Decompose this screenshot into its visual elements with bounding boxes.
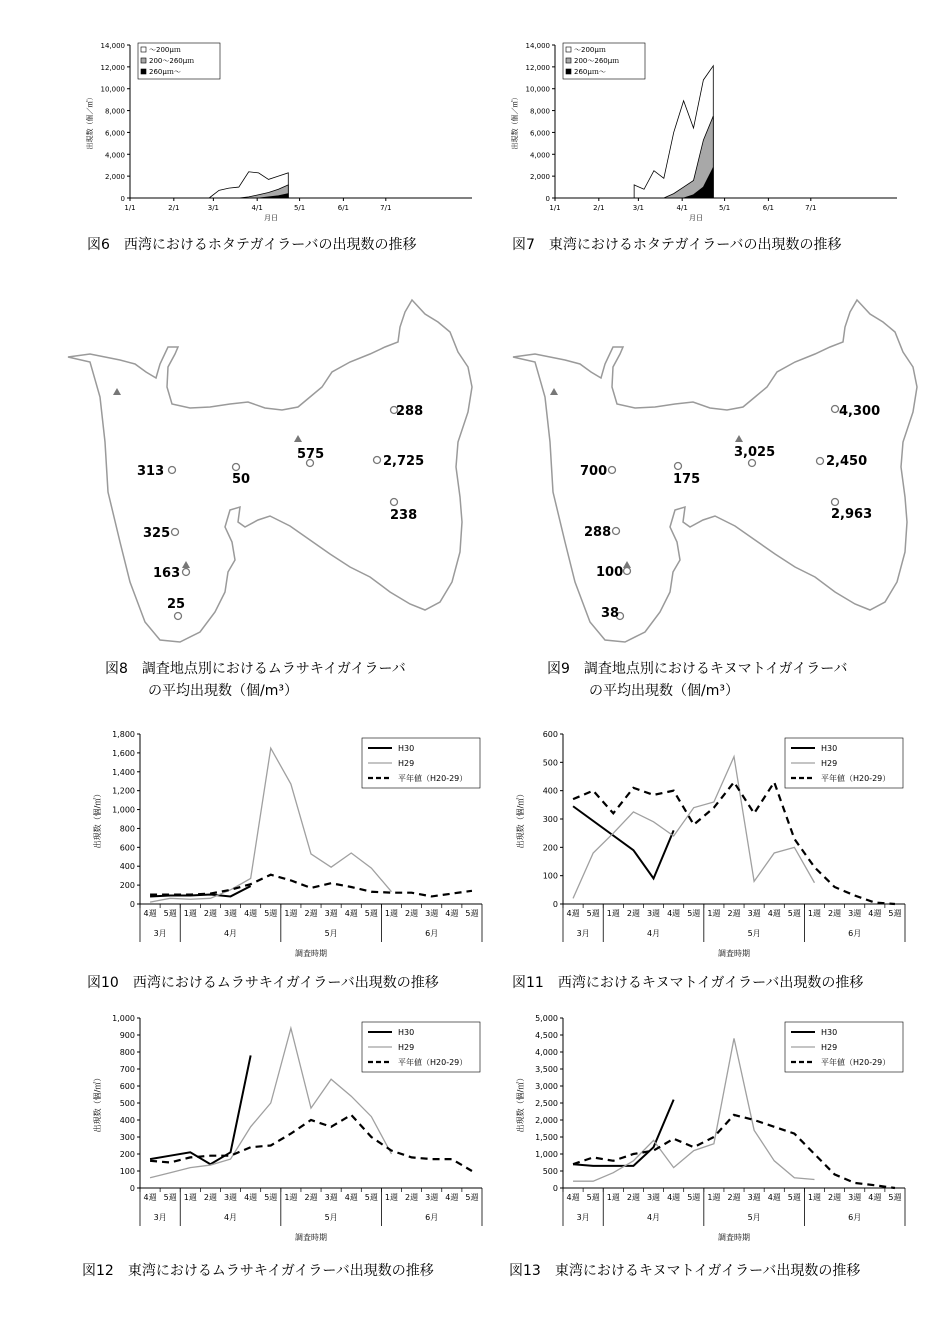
y-axis-label: 出現数（個/㎥） (93, 789, 102, 849)
landmark-triangle-icon (550, 388, 558, 395)
y-tick-label: 300 (119, 1133, 135, 1142)
legend-swatch (566, 69, 571, 74)
week-label: 1週 (707, 1193, 721, 1202)
fig12-panel (82, 1008, 492, 1254)
y-tick-label: 8,000 (104, 107, 125, 116)
month-label: 6月 (848, 1213, 862, 1222)
week-label: 4週 (445, 909, 459, 918)
fig9-map-svg (505, 292, 925, 652)
week-label: 1週 (807, 1193, 822, 1202)
station-marker (613, 528, 620, 535)
legend-label: 260μｍ～ (574, 68, 606, 76)
y-axis-label: 出現数（個／㎥） (86, 93, 94, 150)
week-label: 1週 (384, 909, 399, 918)
series-line-3 (573, 1115, 895, 1188)
x-tick-label: 4/1 (251, 204, 263, 212)
week-label: 3週 (223, 1193, 238, 1202)
week-label: 4週 (143, 909, 157, 918)
y-tick-label: 500 (542, 758, 558, 768)
x-tick-label: 2/1 (593, 204, 605, 212)
week-label: 2週 (203, 1193, 217, 1202)
month-label: 4月 (223, 929, 238, 938)
landmark-triangle-icon (113, 388, 121, 395)
week-label: 4週 (143, 1193, 157, 1202)
legend-label: H29 (821, 1043, 838, 1052)
x-axis-label: 調査時期 (295, 949, 327, 958)
week-label: 3週 (425, 1193, 439, 1202)
fig11-panel (505, 724, 915, 970)
week-label: 4週 (344, 909, 358, 918)
y-tick-label: 600 (119, 1082, 135, 1091)
station-value: 238 (390, 508, 418, 523)
landmark-triangle-icon (182, 561, 190, 568)
station-value: 2,450 (826, 454, 868, 469)
y-tick-label: 500 (542, 1167, 558, 1176)
legend-swatch (566, 47, 571, 52)
week-label: 1週 (183, 909, 197, 918)
fig9-caption-line1: 図9 調査地点別におけるキヌマトイガイラーバ (547, 661, 848, 677)
fig6-panel (80, 30, 480, 230)
fig11-chart (505, 724, 915, 970)
y-tick-label: 200 (119, 881, 135, 891)
series-line-3 (573, 782, 895, 904)
week-label: 4週 (566, 909, 580, 918)
y-tick-label: 4,000 (535, 1048, 558, 1057)
fig13-caption: 図13 東湾におけるキヌマトイガイラーバ出現数の推移 (509, 1263, 861, 1279)
month-label: 4月 (646, 929, 661, 938)
fig12-caption: 図12 東湾におけるムラサキイガイラーバ出現数の推移 (82, 1263, 434, 1279)
station-value: 163 (153, 566, 181, 581)
legend-label: H29 (821, 759, 838, 768)
month-label: 4月 (646, 1213, 661, 1222)
y-tick-label: 800 (119, 824, 135, 834)
station-marker (169, 467, 176, 474)
month-label: 3月 (153, 1213, 167, 1222)
station-value: 38 (601, 606, 620, 621)
series-line-2 (573, 757, 814, 899)
y-tick-label: 1,000 (535, 1150, 558, 1159)
fig9-caption-line2: の平均出現数（個/m³） (589, 683, 739, 699)
y-tick-label: 3,500 (535, 1065, 558, 1074)
station-marker (609, 467, 616, 474)
fig7-caption: 図7 東湾におけるホタテガイラーバの出現数の推移 (512, 237, 842, 253)
y-tick-label: 1,600 (112, 748, 135, 758)
fig10-chart (82, 724, 492, 970)
y-tick-label: 2,500 (535, 1099, 558, 1108)
station-marker (817, 458, 824, 465)
month-label: 5月 (324, 1213, 338, 1222)
y-tick-label: 0 (120, 195, 125, 203)
fig6-chart (80, 30, 480, 230)
y-tick-label: 400 (119, 862, 135, 872)
fig9-map (505, 292, 925, 652)
legend-swatch (141, 69, 146, 74)
y-tick-label: 4,000 (529, 151, 550, 160)
week-label: 4週 (344, 1193, 358, 1202)
series-line-2 (150, 748, 391, 902)
week-label: 3週 (646, 1193, 661, 1202)
fig12-chart (82, 1008, 492, 1254)
week-label: 2週 (203, 909, 217, 918)
fig13-chart (505, 1008, 915, 1254)
series-line-1 (573, 1100, 674, 1166)
series-line-3 (150, 875, 472, 897)
fig13-panel (505, 1008, 915, 1254)
station-marker (374, 457, 381, 464)
week-label: 4週 (566, 1193, 580, 1202)
y-tick-label: 10,000 (100, 85, 125, 94)
week-label: 2週 (727, 1193, 741, 1202)
y-tick-label: 600 (119, 843, 135, 853)
y-axis-label: 出現数（個/㎥） (516, 789, 525, 849)
week-label: 5週 (364, 909, 378, 918)
series-line-1 (573, 806, 674, 878)
y-tick-label: 1,000 (112, 805, 135, 815)
y-tick-label: 14,000 (100, 42, 125, 50)
station-marker (675, 463, 682, 470)
coastline (513, 300, 917, 642)
y-tick-label: 6,000 (529, 129, 550, 138)
station-marker (749, 460, 756, 467)
week-label: 5週 (787, 909, 801, 918)
week-label: 3週 (848, 1193, 862, 1202)
y-tick-label: 12,000 (525, 63, 550, 72)
station-value: 288 (396, 404, 424, 419)
y-tick-label: 0 (552, 1184, 558, 1193)
week-label: 1週 (183, 1193, 197, 1202)
week-label: 5週 (163, 1193, 177, 1202)
week-label: 1週 (807, 909, 822, 918)
y-tick-label: 400 (542, 786, 558, 796)
legend-label: 平年値（H20-29） (398, 1058, 468, 1067)
legend-label: H30 (398, 1028, 415, 1037)
station-marker (832, 406, 839, 413)
y-tick-label: 100 (119, 1167, 135, 1176)
week-label: 5週 (364, 1193, 378, 1202)
week-label: 2週 (304, 909, 318, 918)
landmark-triangle-icon (735, 435, 743, 442)
x-tick-label: 5/1 (293, 204, 306, 212)
week-label: 5週 (787, 1193, 801, 1202)
y-tick-label: 1,400 (112, 767, 135, 777)
month-label: 4月 (223, 1213, 238, 1222)
station-value: 313 (137, 464, 165, 479)
y-tick-label: 1,500 (535, 1133, 558, 1142)
week-label: 4週 (667, 909, 681, 918)
week-label: 2週 (626, 909, 640, 918)
station-value: 288 (584, 525, 612, 540)
x-axis-label: 調査時期 (295, 1233, 327, 1242)
y-axis-label: 出現数（個／㎥） (511, 93, 519, 150)
week-label: 5週 (888, 1193, 902, 1202)
series-line-1 (150, 1055, 251, 1164)
x-axis-label: 月日 (689, 214, 703, 222)
y-tick-label: 5,000 (535, 1014, 558, 1023)
y-tick-label: 10,000 (525, 85, 550, 94)
week-label: 1週 (707, 909, 721, 918)
y-tick-label: 0 (129, 900, 135, 909)
y-axis-label: 出現数（個/㎥） (516, 1073, 525, 1133)
x-tick-label: 7/1 (380, 204, 392, 212)
station-value: 175 (673, 472, 701, 487)
week-label: 2週 (304, 1193, 318, 1202)
month-label: 5月 (324, 929, 338, 938)
legend-label: ～200μｍ (574, 46, 606, 54)
fig10-panel (82, 724, 492, 970)
week-label: 3週 (646, 909, 661, 918)
week-label: 5週 (687, 909, 701, 918)
week-label: 4週 (244, 1193, 258, 1202)
legend-label: 平年値（H20-29） (398, 774, 468, 783)
x-tick-label: 1/1 (124, 204, 136, 212)
week-label: 5週 (264, 909, 278, 918)
y-tick-label: 400 (119, 1116, 135, 1125)
legend-label: 平年値（H20-29） (821, 1058, 891, 1067)
y-tick-label: 0 (545, 195, 550, 203)
y-tick-label: 600 (542, 730, 558, 739)
x-tick-label: 1/1 (549, 204, 561, 212)
week-label: 3週 (324, 1193, 338, 1202)
station-marker (233, 464, 240, 471)
station-marker (172, 529, 179, 536)
week-label: 5週 (586, 909, 600, 918)
fig8-map-svg (60, 292, 480, 652)
y-tick-label: 2,000 (104, 173, 125, 182)
x-tick-label: 5/1 (718, 204, 731, 212)
y-tick-label: 200 (119, 1150, 135, 1159)
fig8-caption-line2: の平均出現数（個/m³） (148, 683, 298, 699)
y-tick-label: 700 (119, 1065, 135, 1074)
month-label: 3月 (576, 1213, 590, 1222)
station-value: 575 (297, 447, 325, 462)
fig7-panel (505, 30, 905, 230)
legend-swatch (141, 58, 146, 63)
week-label: 5週 (465, 1193, 479, 1202)
x-axis-label: 月日 (264, 214, 278, 222)
week-label: 1週 (606, 1193, 620, 1202)
station-value: 50 (232, 472, 251, 487)
fig6-caption: 図6 西湾におけるホタテガイラーバの出現数の推移 (87, 237, 417, 253)
week-label: 5週 (163, 909, 177, 918)
week-label: 3週 (747, 909, 761, 918)
coastline (68, 300, 472, 642)
legend-label: H30 (398, 744, 415, 753)
station-value: 700 (580, 464, 608, 479)
station-value: 2,963 (831, 507, 873, 522)
y-tick-label: 1,200 (112, 786, 135, 796)
y-tick-label: 0 (129, 1184, 135, 1193)
week-label: 4週 (445, 1193, 459, 1202)
station-marker (175, 613, 182, 620)
week-label: 1週 (606, 909, 620, 918)
fig8-caption-line1: 図8 調査地点別におけるムラサキイガイラーバ (105, 661, 406, 677)
x-tick-label: 3/1 (632, 204, 645, 212)
week-label: 5週 (586, 1193, 600, 1202)
station-marker (391, 499, 398, 506)
station-value: 2,725 (383, 454, 425, 469)
week-label: 5週 (465, 909, 479, 918)
y-tick-label: 2,000 (535, 1116, 558, 1125)
y-tick-label: 3,000 (535, 1082, 558, 1091)
x-axis-label: 調査時期 (718, 949, 750, 958)
week-label: 4週 (868, 909, 882, 918)
legend-label: ～200μｍ (149, 46, 181, 54)
week-label: 1週 (284, 1193, 298, 1202)
week-label: 1週 (284, 909, 298, 918)
series-line-2 (150, 1028, 391, 1178)
y-tick-label: 900 (119, 1031, 135, 1040)
week-label: 4週 (667, 1193, 681, 1202)
week-label: 1週 (384, 1193, 399, 1202)
month-label: 6月 (425, 1213, 439, 1222)
series-line-3 (150, 1115, 472, 1171)
x-tick-label: 7/1 (805, 204, 817, 212)
y-axis-label: 出現数（個/㎥） (93, 1073, 102, 1133)
week-label: 4週 (767, 909, 781, 918)
month-label: 5月 (747, 929, 761, 938)
y-tick-label: 1,800 (112, 730, 135, 739)
y-tick-label: 100 (542, 871, 558, 881)
y-tick-label: 1,000 (112, 1014, 135, 1023)
legend-label: 200～260μｍ (149, 57, 195, 65)
week-label: 3週 (848, 909, 862, 918)
week-label: 5週 (687, 1193, 701, 1202)
week-label: 2週 (405, 909, 419, 918)
legend-label: H30 (821, 1028, 838, 1037)
week-label: 3週 (324, 909, 338, 918)
landmark-triangle-icon (294, 435, 302, 442)
month-label: 6月 (425, 929, 439, 938)
y-tick-label: 12,000 (100, 63, 125, 72)
week-label: 2週 (626, 1193, 640, 1202)
month-label: 6月 (848, 929, 862, 938)
legend-swatch (141, 47, 146, 52)
week-label: 2週 (828, 1193, 842, 1202)
station-marker (624, 568, 631, 575)
fig7-chart (505, 30, 905, 230)
week-label: 3週 (223, 909, 238, 918)
x-axis-label: 調査時期 (718, 1233, 750, 1242)
legend-label: H29 (398, 759, 415, 768)
y-tick-label: 200 (542, 843, 558, 853)
legend-label: H29 (398, 1043, 415, 1052)
week-label: 2週 (828, 909, 842, 918)
week-label: 4週 (767, 1193, 781, 1202)
y-tick-label: 0 (552, 900, 558, 909)
y-tick-label: 14,000 (525, 42, 550, 50)
y-tick-label: 300 (542, 815, 558, 824)
week-label: 2週 (727, 909, 741, 918)
station-value: 3,025 (734, 445, 776, 460)
month-label: 3月 (153, 929, 167, 938)
legend-label: H30 (821, 744, 838, 753)
week-label: 4週 (244, 909, 258, 918)
week-label: 4週 (868, 1193, 882, 1202)
y-tick-label: 4,000 (104, 151, 125, 160)
week-label: 2週 (405, 1193, 419, 1202)
legend-swatch (566, 58, 571, 63)
y-tick-label: 500 (119, 1099, 135, 1108)
week-label: 5週 (888, 909, 902, 918)
legend-label: 200～260μｍ (574, 57, 620, 65)
x-tick-label: 6/1 (762, 204, 775, 212)
legend-label: 平年値（H20-29） (821, 774, 891, 783)
x-tick-label: 4/1 (676, 204, 688, 212)
y-tick-label: 6,000 (104, 129, 125, 138)
station-value: 325 (143, 526, 171, 541)
y-tick-label: 8,000 (529, 107, 550, 116)
y-tick-label: 2,000 (529, 173, 550, 182)
x-tick-label: 3/1 (207, 204, 220, 212)
month-label: 5月 (747, 1213, 761, 1222)
station-value: 4,300 (839, 404, 881, 419)
fig11-caption: 図11 西湾におけるキヌマトイガイラーバ出現数の推移 (512, 975, 864, 991)
fig8-map (60, 292, 480, 652)
station-marker (832, 499, 839, 506)
legend-label: 260μｍ～ (149, 68, 181, 76)
y-tick-label: 800 (119, 1048, 135, 1057)
week-label: 3週 (747, 1193, 761, 1202)
station-value: 100 (596, 565, 624, 580)
station-marker (183, 569, 190, 576)
station-value: 25 (167, 597, 186, 612)
x-tick-label: 2/1 (168, 204, 180, 212)
month-label: 3月 (576, 929, 590, 938)
y-tick-label: 4,500 (535, 1031, 558, 1040)
week-label: 3週 (425, 909, 439, 918)
week-label: 5週 (264, 1193, 278, 1202)
x-tick-label: 6/1 (337, 204, 350, 212)
fig10-caption: 図10 西湾におけるムラサキイガイラーバ出現数の推移 (87, 975, 439, 991)
